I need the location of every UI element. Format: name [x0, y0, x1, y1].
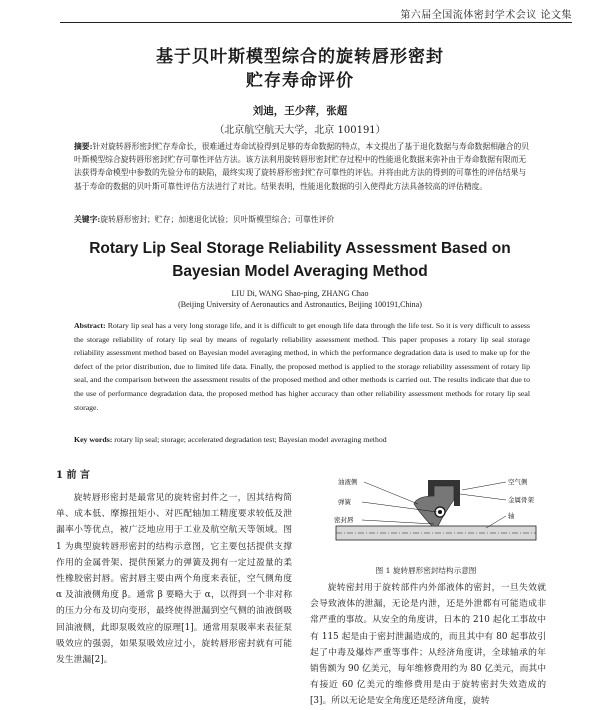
en-abstract-label: Abstract: — [74, 321, 106, 330]
leader-air — [462, 482, 506, 490]
right-column — [310, 580, 546, 710]
cn-affiliation: （北京航空航天大学，北京 100191） — [214, 125, 386, 136]
leader-oil — [364, 482, 418, 504]
label-shaft: 轴 — [508, 512, 515, 520]
en-title-line2: Bayesian Model Averaging Method — [172, 263, 428, 280]
cn-title-line1: 基于贝叶斯模型综合的旋转唇形密封 — [156, 47, 444, 67]
label-oil-side: 油液侧 — [338, 478, 358, 486]
label-spring: 弹簧 — [338, 498, 351, 506]
en-title-line1: Rotary Lip Seal Storage Reliability Assessment Based on — [89, 240, 511, 257]
cn-abstract-label: 摘要: — [74, 142, 93, 151]
left-paragraph-1: 旋转唇形密封是最常见的旋转密封件之一，因其结构简单、成本低、摩擦扭矩小、对匹配轴加工精度要求较低及泄漏率小等优点，被广泛地应用于工业及航空航天等领域。图 1 为典型旋转唇形密封的结构示意图，它主要包括提供支撑作用的金属骨架、提供预紧力的弹簧及拥有一定过盈量的柔性橡胶密封唇。密封唇主要由两个角度来表征，空气侧角度 α 及油液侧角度 β。通常 β 要略大于 α，以得到一个非对称的压力分布及切向变形，最终使得泄漏到空气侧的油液倒吸回油液侧，此即泵吸效应的原理[1]。通常用泵吸率来表征泵吸效应的强弱，如果泵吸效应过小，旋转唇形密封就有可能发生泄漏[2]。 — [56, 493, 292, 666]
leader-frame — [460, 494, 506, 500]
label-lip: 密封唇 — [334, 516, 354, 524]
running-header: 第六届全国流体密封学术会议 论文集 — [400, 10, 572, 21]
header-rule — [60, 22, 572, 23]
leader-lip — [362, 520, 434, 524]
label-air-side: 空气侧 — [508, 478, 528, 486]
cn-abstract-text: 针对旋转唇形密封贮存寿命长，很难通过寿命试验得到足够的寿命数据的特点，本文提出了基于退化数据与寿命数据相融合的贝叶斯模型综合旋转唇形密封贮存可靠性评估方法。该方法利用旋转唇形密封贮存过程中的性能退化数据来弥补由于寿命数据有限而无法获得寿命模型中参数的先验分布的缺陷，最终实现了旋转唇形密封贮存可靠性的评估。并将由此方法的得到的可靠性的评估结果与基于寿命的数据的贝叶斯可靠性评估方法进行了对比。结果表明，性能退化数据的引入使得此方法具备较高的评估精度。 — [74, 142, 530, 191]
en-abstract-text: Rotary lip seal has a very long storage life, and it is difficult to get enough life data through the life test. So it is very difficult to assess the storage reliability of rotary lip seal by means of regularly reliability assessment method. This paper proposes a rotary lip seal storage reliability assessment method based on Bayesian model averaging method, in which the performance degradation data is used to make up for the defect of the prior distribution, due to limited life data. Finally, the proposed method is applied to the storage reliability assessment of rotary lip seal, and the comparison between the assessment results of the proposed method and other methods is carried out. The results indicate that due to the use of performance degradation data, the proposed method has higher accuracy than other reliability assessment methods for rotary lip seal storage. — [74, 321, 530, 412]
left-column — [56, 490, 292, 668]
en-abstract — [74, 319, 530, 414]
label-metal-frame: 金属骨架 — [508, 496, 534, 504]
en-authors: LIU Di, WANG Shao-ping, ZHANG Chao — [231, 289, 369, 298]
cn-abstract — [74, 140, 530, 193]
en-keywords — [74, 435, 530, 444]
cn-keywords — [74, 214, 530, 225]
en-keywords-text: rotary lip seal; storage; accelerated degradation test; Bayesian model averaging method — [114, 435, 387, 444]
cn-keywords-label: 关键字: — [74, 215, 101, 224]
cn-keywords-text: 旋转唇形密封；贮存；加速退化试验；贝叶斯模型综合；可靠性评价 — [100, 215, 335, 224]
right-paragraph-1: 旋转密封用于旋转部件内外部液体的密封，一旦失效就会导致液体的泄漏，无论是内泄，还是外泄都有可能造成非常严重的事故。从安全的角度讲，日本的 210 起化工事故中有 115 起是由于密封泄漏造成的，而且其中有 80 起事故引起了中毒及爆炸严重等事件；从经济角度讲，全球轴承的年销售额为 90 亿美元，每年维修费用约为 80 亿美元，而其中有接近 60 亿美元的维修费用是由于旋转密封失效造成的[3]。所以无论是安全角度还是经济角度，旋转 — [310, 583, 546, 707]
cn-authors: 刘迪，王少萍，张超 — [252, 105, 348, 117]
lip-rubber-shape — [414, 486, 454, 526]
cn-title-line2: 贮存寿命评价 — [246, 71, 354, 91]
figure-caption: 图 1 旋转唇形密封结构示意图 — [375, 566, 477, 575]
en-affiliation: (Beijing University of Aeronautics and Astronautics, Beijing 100191,China) — [178, 300, 422, 309]
seal-structure-figure — [310, 470, 542, 562]
en-keywords-label: Key words: — [74, 435, 113, 444]
section-heading: 1 前 言 — [56, 470, 90, 481]
spring-core — [438, 510, 442, 514]
